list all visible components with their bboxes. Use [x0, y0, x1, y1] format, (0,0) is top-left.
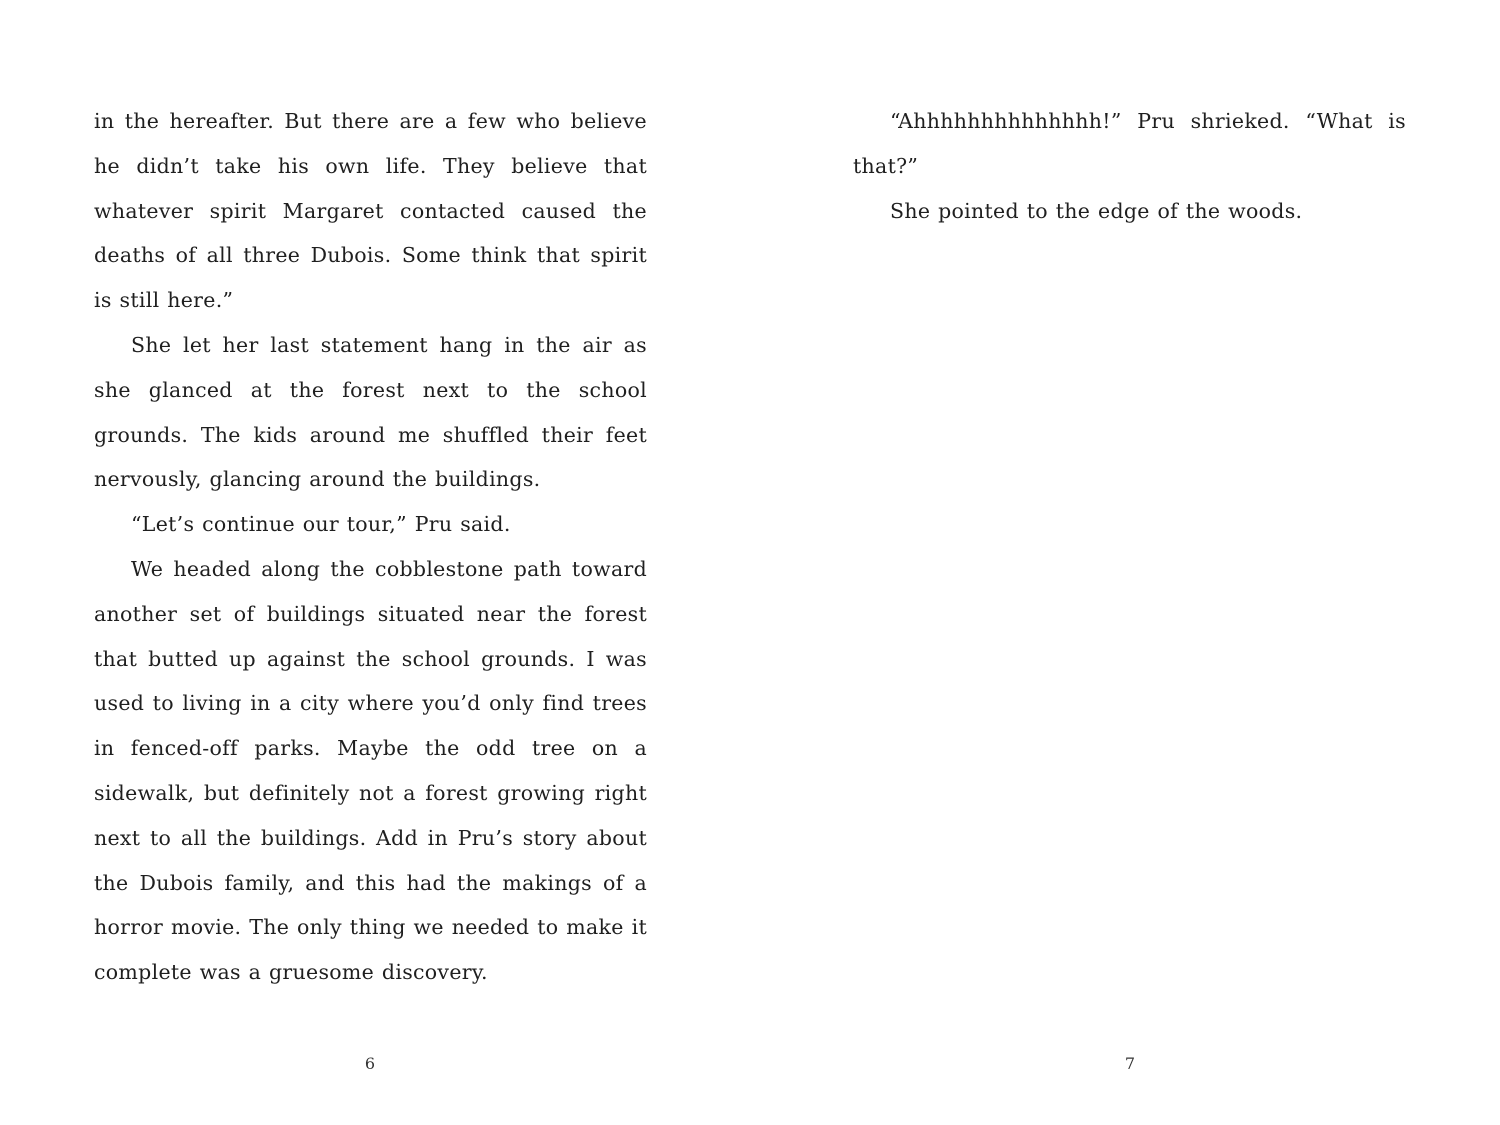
right-page-text [853, 99, 1406, 233]
paragraph: “Ahhhhhhhhhhhhhh!” Pru shrieked. “What is that?” [853, 109, 1406, 178]
page-number: 7 [1124, 1054, 1136, 1073]
paragraph: She let her last statement hang in the air as she glanced at the forest next to the school grounds. The kids around me shuffled their feet nervously, glancing around the buildings. [94, 332, 647, 492]
paragraph: She pointed to the edge of the woods. [890, 198, 1303, 223]
right-page [750, 0, 1500, 1125]
page-number: 6 [364, 1054, 376, 1073]
paragraph: “Let’s continue our tour,” Pru said. [131, 512, 511, 537]
left-page-text [94, 99, 647, 995]
paragraph: We headed along the cobblestone path toward another set of buildings situated near the forest that butted up against the school grounds. I was used to living in a city where you’d only find trees in fenced-off parks. Maybe the odd tree on a sidewalk, but definitely not a forest growing right next to all the buildings. Add in Pru’s story about the Dubois family, and this had the makings of a horror movie. The only thing we needed to make it complete was a gruesome discovery. [94, 556, 647, 985]
paragraph-continuation: in the hereafter. But there are a few who believe he didn’t take his own life. They believe that whatever spirit Margaret contacted caused the deaths of all three Dubois. Some think that spirit is still here.” [94, 109, 647, 313]
